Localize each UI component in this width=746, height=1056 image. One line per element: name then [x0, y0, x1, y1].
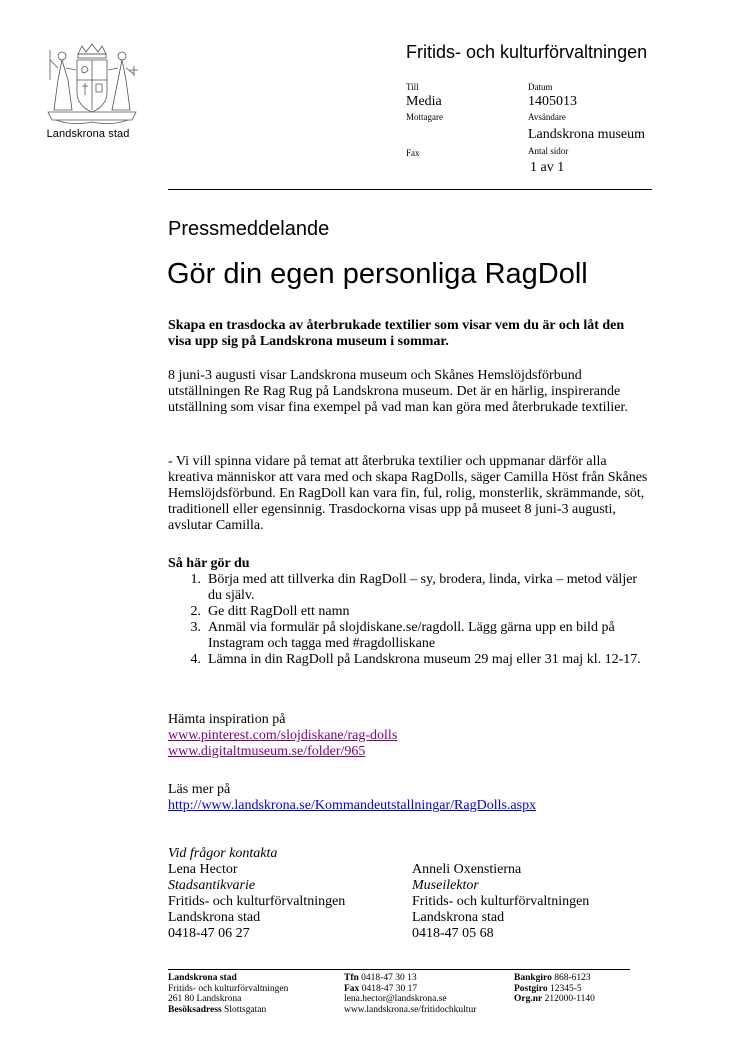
list-text: Ge ditt RagDoll ett namn — [208, 604, 350, 619]
landskrona-link[interactable]: http://www.landskrona.se/Kommandeutstallningar/RagDolls.aspx — [168, 798, 537, 813]
mottagare-label: Mottagare — [406, 112, 443, 122]
footer-postal: 261 80 Landskrona — [168, 994, 242, 1004]
list-item — [168, 652, 648, 668]
document-type: Pressmeddelande — [168, 218, 330, 240]
footer-postgiro-label: Postgiro — [514, 983, 548, 994]
footer-email: lena.hector@landskrona.se — [344, 994, 447, 1004]
inspiration-label: Hämta inspiration på — [168, 712, 286, 727]
footer-visit-label: Besöksadress — [168, 1004, 222, 1015]
footer-bankgiro-value: 868-6123 — [554, 973, 591, 983]
footer-fax-label: Fax — [344, 983, 360, 994]
footer-divider — [168, 969, 630, 970]
list-text: Lämna in din RagDoll på Landskrona museum 29 maj eller 31 maj kl. 12-17. — [208, 652, 641, 667]
howto-list — [168, 572, 648, 668]
department-title: Fritids- och kulturförvaltningen — [406, 42, 648, 62]
avsandare-value: Landskrona museum — [528, 127, 646, 142]
till-label: Till — [406, 82, 419, 92]
antal-sidor-label: Antal sidor — [528, 146, 569, 156]
list-number: 4. — [190, 652, 201, 667]
fax-label: Fax — [406, 148, 420, 158]
list-number: 1. — [190, 572, 201, 587]
contact-phone: 0418-47 05 68 — [412, 926, 494, 941]
footer-bankgiro-label: Bankgiro — [514, 973, 552, 983]
avsandare-label: Avsändare — [528, 112, 566, 122]
footer-contact — [344, 973, 476, 1015]
antal-sidor-value: 1 av 1 — [530, 160, 565, 175]
footer-dept: Fritids- och kulturförvaltningen — [168, 983, 289, 994]
headline: Gör din egen personliga RagDoll — [167, 258, 588, 290]
till-value: Media — [406, 94, 442, 109]
contact-card — [168, 862, 345, 942]
contact-name: Anneli Oxenstierna — [412, 862, 522, 877]
datum-label: Datum — [528, 82, 553, 92]
footer-address — [168, 973, 288, 1015]
list-item — [168, 572, 648, 604]
list-number: 3. — [190, 620, 201, 635]
lead-paragraph: Skapa en trasdocka av återbrukade textilier som visar vem du är och låt den visa upp sig på Landskrona museum i sommar. — [168, 318, 625, 349]
contact-name: Lena Hector — [168, 862, 238, 877]
list-item — [168, 620, 648, 652]
footer-org: Landskrona stad — [168, 973, 237, 983]
header-divider — [168, 189, 652, 190]
contact-heading: Vid frågor kontakta — [168, 846, 278, 861]
list-text: Anmäl via formulär på slojdiskane.se/ragdoll. Lägg gärna upp en bild på Instagram och tagga med #ragdolliskane — [208, 620, 615, 651]
footer-tfn-value: 0418-47 30 13 — [361, 973, 417, 983]
datum-value: 1405013 — [528, 94, 577, 109]
contact-role: Museilektor — [412, 878, 479, 893]
contact-card — [412, 862, 589, 942]
footer-bank — [514, 973, 595, 1005]
body-paragraph: - Vi vill spinna vidare på temat att återbruka textilier och uppmanar därför alla kreativa människor att vara med och skapa RagDolls, säger Camilla Höst från Skånes Hemslöjdsförbund. En RagDoll kan vara fin, ful, rolig, monsterlik, skrämmande, söt, traditionell eller egensinnig. Trasdockorna visas upp på museet 8 juni-3 augusti, avslutar Camilla. — [168, 454, 648, 533]
list-number: 2. — [190, 604, 201, 619]
contact-role: Stadsantikvarie — [168, 878, 256, 893]
pinterest-link[interactable]: www.pinterest.com/slojdiskane/rag-dolls — [168, 728, 398, 743]
contact-phone: 0418-47 06 27 — [168, 926, 250, 941]
footer-web: www.landskrona.se/fritidochkultur — [344, 1004, 477, 1015]
contact-dept: Fritids- och kulturförvaltningen — [412, 894, 590, 909]
logo-wordmark: Landskrona stad — [46, 128, 130, 140]
footer-postgiro-value: 12345-5 — [549, 983, 582, 994]
read-more-label: Läs mer på — [168, 782, 231, 797]
body-paragraph: 8 juni-3 augusti visar Landskrona museum och Skånes Hemslöjdsförbund utställningen Re Rag Rug på Landskrona museum. Det är en härlig, inspirerande utställning som visar fina exempel på vad man kan göra med återbrukade textilier. — [168, 368, 628, 415]
footer-orgnr-label: Org.nr — [514, 994, 543, 1004]
footer-tfn-label: Tfn — [344, 973, 359, 983]
list-item — [168, 604, 648, 620]
coat-of-arms-logo — [42, 40, 142, 128]
howto-heading: Så här gör du — [168, 556, 250, 571]
footer-orgnr-value: 212000-1140 — [544, 994, 595, 1004]
contact-dept: Fritids- och kulturförvaltningen — [168, 894, 346, 909]
contact-org: Landskrona stad — [168, 910, 261, 925]
footer-fax-value: 0418-47 30 17 — [361, 983, 418, 994]
footer-visit-value: Slottsgatan — [224, 1004, 267, 1015]
list-text: Börja med att tillverka din RagDoll – sy, brodera, linda, virka – metod väljer du själv. — [208, 572, 638, 603]
contact-org: Landskrona stad — [412, 910, 505, 925]
digitaltmuseum-link[interactable]: www.digitaltmuseum.se/folder/965 — [168, 744, 366, 759]
